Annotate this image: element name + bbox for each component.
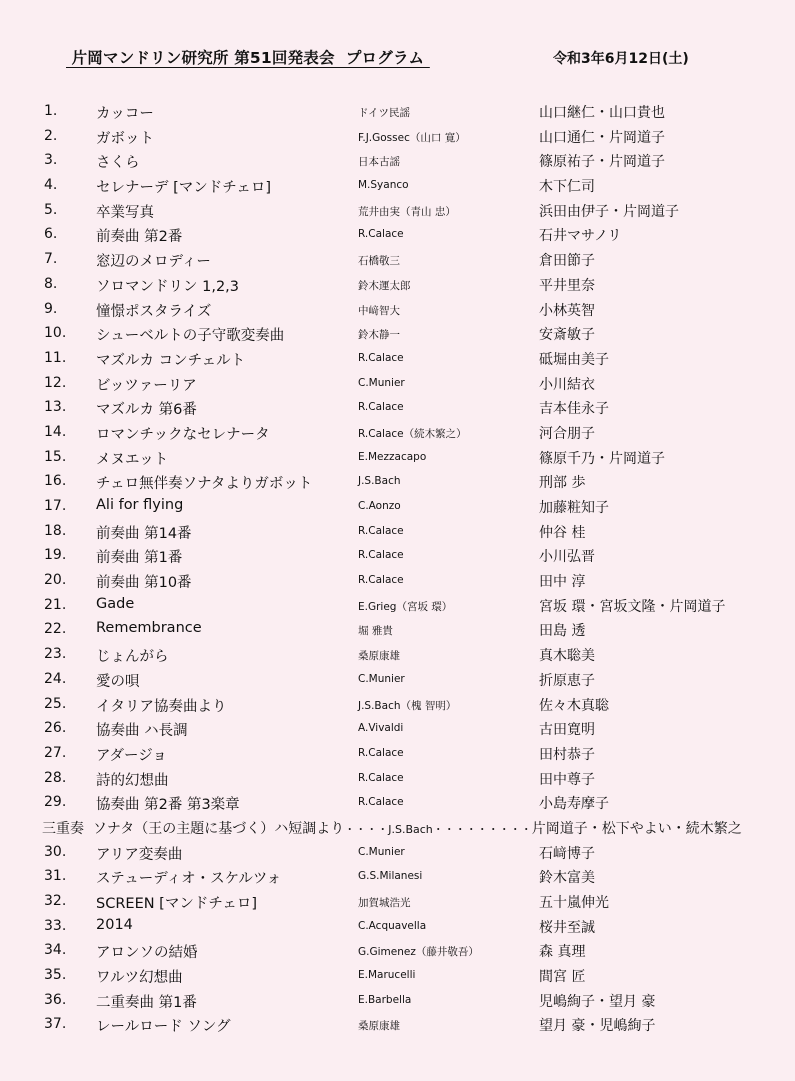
- performer-names: 吉本佳永子: [539, 401, 609, 418]
- piece-title: Gade: [96, 595, 135, 612]
- composer-name: R.Calace: [358, 228, 404, 241]
- composer-name: J.S.Bach: [358, 475, 401, 488]
- program-row: [0, 939, 795, 964]
- piece-title: 前奏曲 第10番: [96, 575, 192, 592]
- composer-name: G.Gimenez（藤井敬吾）: [358, 946, 479, 959]
- composer-name: 桑原康雄: [358, 650, 400, 663]
- program-number: 36.: [44, 991, 67, 1008]
- performer-names: 浜田由伊子・片岡道子: [539, 203, 679, 220]
- composer-name: R.Calace（続木繁之）: [358, 427, 467, 440]
- composer-name: R.Calace: [358, 351, 404, 364]
- program-number: 22.: [44, 621, 67, 638]
- piece-title: 二重奏曲 第1番: [96, 994, 197, 1011]
- program-number: 33.: [44, 917, 67, 934]
- program-row: [0, 495, 795, 520]
- program-number: 3.: [44, 152, 58, 169]
- program-row: [0, 544, 795, 569]
- composer-name: R.Calace: [358, 574, 404, 587]
- composer-name: 鈴木運太郎: [358, 279, 411, 292]
- piece-title: じょんがら: [96, 649, 169, 666]
- program-number: 11.: [44, 349, 67, 366]
- program-number: 30.: [44, 843, 67, 860]
- piece-title: Remembrance: [96, 620, 202, 637]
- performer-names: 鈴木富美: [539, 870, 595, 887]
- composer-name: R.Calace: [358, 524, 404, 537]
- composer-name: 石橋敬三: [358, 255, 400, 268]
- program-number: 13.: [44, 399, 67, 416]
- composer-name: C.Munier: [358, 376, 405, 389]
- piece-title: 2014: [96, 916, 133, 933]
- performer-names: 刑部 歩: [539, 475, 586, 492]
- program-row: [0, 223, 795, 248]
- composer-name: ドイツ民謡: [358, 107, 410, 119]
- program-number: 34.: [44, 942, 67, 959]
- piece-title: アリア変奏曲: [96, 846, 183, 863]
- piece-title: 憧憬ポスタライズ: [96, 303, 212, 320]
- piece-title: マズルカ 第6番: [96, 402, 197, 419]
- program-row: [0, 470, 795, 495]
- trio-dots-2: ・・・・・・・・・: [432, 822, 532, 836]
- performer-names: 田村恭子: [539, 746, 595, 763]
- piece-title: メヌエット: [96, 451, 169, 468]
- composer-name: E.Barbella: [358, 993, 412, 1006]
- composer-name: R.Calace: [358, 746, 404, 759]
- piece-title: シューベルトの子守歌変奏曲: [96, 328, 285, 345]
- performer-names: 田中 淳: [539, 574, 586, 591]
- piece-title: セレナーデ [マンドチェロ]: [96, 180, 271, 197]
- performer-names: 砥堀由美子: [539, 351, 609, 368]
- program-list-part1: [0, 100, 795, 816]
- piece-title: ガボット: [96, 130, 154, 147]
- composer-name: J.S.Bach（槐 智明）: [358, 699, 457, 712]
- composer-name: 堀 雅貴: [358, 625, 393, 638]
- program-row: [0, 618, 795, 643]
- program-number: 14.: [44, 423, 67, 440]
- event-date: 令和3年6月12日(土): [553, 51, 689, 67]
- performer-names: 田中尊子: [539, 771, 595, 788]
- program-number: 31.: [44, 868, 67, 885]
- program-row: [0, 890, 795, 915]
- composer-name: 加賀城浩光: [358, 897, 411, 909]
- program-number: 5.: [44, 201, 58, 218]
- performer-names: 児嶋絢子・望月 豪: [539, 993, 656, 1010]
- program-number: 21.: [44, 596, 67, 613]
- piece-title: 前奏曲 第1番: [96, 550, 183, 567]
- program-header: [66, 46, 766, 70]
- program-row: [0, 446, 795, 471]
- trio-line: [42, 818, 742, 838]
- composer-name: A.Vivaldi: [358, 722, 404, 735]
- trio-label: 三重奏: [42, 820, 84, 837]
- composer-name: 中﨑智大: [358, 304, 400, 317]
- program-row: [0, 248, 795, 273]
- program-row: [0, 199, 795, 224]
- program-list: [0, 100, 795, 1038]
- program-row: [0, 149, 795, 174]
- piece-title: カッコー: [96, 106, 154, 122]
- trio-performer: 片岡道子・松下やよい・続木繁之: [531, 820, 742, 837]
- program-number: 29.: [44, 794, 67, 811]
- performer-names: 森 真理: [539, 944, 586, 961]
- program-number: 19.: [44, 547, 67, 564]
- performer-names: 五十嵐伸光: [539, 895, 609, 911]
- piece-title: ステューディオ・スケルツォ: [96, 871, 282, 888]
- piece-title: さくら: [96, 155, 140, 172]
- program-number: 32.: [44, 893, 67, 909]
- trio-dots-1: ・・・・: [344, 822, 389, 836]
- piece-title: イタリア協奏曲より: [96, 698, 227, 715]
- piece-title: ソロマンドリン 1,2,3: [96, 278, 240, 295]
- performer-names: 望月 豪・児嶋絢子: [539, 1018, 656, 1035]
- performer-names: 山口通仁・片岡道子: [539, 129, 665, 146]
- performer-names: 小川結衣: [539, 376, 595, 393]
- program-row: [0, 668, 795, 693]
- composer-name: E.Mezzacapo: [358, 450, 427, 463]
- program-row: [0, 594, 795, 619]
- performer-names: 間宮 匠: [539, 969, 586, 986]
- performer-names: 真木聡美: [539, 648, 595, 665]
- composer-name: 桑原康雄: [358, 1020, 400, 1033]
- program-list-part2: [0, 841, 795, 1039]
- performer-names: 小川弘晋: [539, 549, 595, 566]
- program-row: [0, 791, 795, 816]
- performer-names: 石﨑博子: [539, 845, 595, 862]
- trio-row: [0, 816, 795, 841]
- program-number: 2.: [44, 127, 58, 144]
- program-number: 12.: [44, 374, 67, 391]
- program-row: [0, 520, 795, 545]
- performer-names: 河合朋子: [539, 425, 595, 442]
- composer-name: R.Calace: [358, 401, 404, 414]
- performer-names: 石井マサノリ: [539, 228, 622, 245]
- piece-title: 愛の唄: [96, 673, 140, 690]
- performer-names: 小島寿摩子: [539, 796, 609, 813]
- piece-title: アロンソの結婚: [96, 945, 198, 962]
- composer-name: R.Calace: [358, 771, 404, 784]
- program-number: 8.: [44, 275, 58, 292]
- program-number: 25.: [44, 695, 67, 712]
- program-row: [0, 643, 795, 668]
- piece-title: 窓辺のメロディー: [96, 254, 211, 271]
- program-row: [0, 347, 795, 372]
- program-number: 7.: [44, 251, 58, 268]
- piece-title: ビッツァーリア: [96, 377, 197, 394]
- performer-names: 桜井至誠: [539, 919, 595, 936]
- composer-name: 荒井由実（青山 忠）: [358, 205, 456, 218]
- performer-names: 篠原千乃・片岡道子: [539, 450, 665, 467]
- program-row: [0, 273, 795, 298]
- program-number: 15.: [44, 448, 67, 465]
- program-number: 37.: [44, 1016, 67, 1033]
- program-number: 4.: [44, 177, 58, 194]
- program-row: [0, 693, 795, 718]
- program-row: [0, 1013, 795, 1038]
- composer-name: R.Calace: [358, 549, 404, 562]
- program-number: 35.: [44, 967, 67, 984]
- piece-title: 前奏曲 第2番: [96, 229, 183, 246]
- program-number: 28.: [44, 769, 67, 786]
- program-number: 26.: [44, 720, 67, 737]
- performer-names: 佐々木真聡: [539, 697, 609, 714]
- trio-composer: J.S.Bach: [388, 822, 433, 836]
- program-number: 6.: [44, 226, 58, 243]
- program-row: [0, 742, 795, 767]
- program-row: [0, 964, 795, 989]
- program-number: 20.: [44, 572, 67, 589]
- program-number: 16.: [44, 473, 67, 490]
- piece-title: 協奏曲 第2番 第3楽章: [96, 797, 240, 814]
- composer-name: E.Marucelli: [358, 969, 416, 982]
- piece-title: 詩的幻想曲: [96, 772, 169, 789]
- program-row: [0, 767, 795, 792]
- piece-title: アダージョ: [96, 747, 167, 764]
- composer-name: C.Munier: [358, 672, 405, 685]
- program-row: [0, 717, 795, 742]
- composer-name: C.Munier: [358, 845, 405, 858]
- piece-title: 卒業写真: [96, 204, 154, 221]
- program-row: [0, 421, 795, 446]
- performer-names: 田島 透: [539, 623, 586, 640]
- piece-title: 前奏曲 第14番: [96, 525, 192, 542]
- program-number: 24.: [44, 670, 67, 687]
- performer-names: 折原恵子: [539, 672, 595, 689]
- piece-title: ロマンチックなセレナータ: [96, 426, 270, 443]
- program-number: 23.: [44, 646, 67, 663]
- program-row: [0, 298, 795, 323]
- composer-name: C.Acquavella: [358, 919, 427, 932]
- program-row: [0, 989, 795, 1014]
- piece-title: チェロ無伴奏ソナタよりガボット: [96, 476, 313, 493]
- composer-name: M.Syanco: [358, 179, 409, 192]
- composer-name: F.J.Gossec（山口 寛）: [358, 131, 466, 144]
- piece-title: レールロード ソング: [96, 1019, 231, 1036]
- program-row: [0, 372, 795, 397]
- trio-piece: ソナタ（王の主題に基づく）ハ短調より: [92, 820, 345, 837]
- program-row: [0, 125, 795, 150]
- piece-title: マズルカ コンチェルト: [96, 352, 246, 369]
- composer-name: C.Aonzo: [358, 500, 401, 512]
- composer-name: E.Grieg（宮坂 環）: [358, 600, 453, 613]
- program-row: [0, 569, 795, 594]
- program-number: 18.: [44, 522, 67, 539]
- composer-name: 鈴木静一: [358, 329, 400, 342]
- composer-name: 日本古謡: [358, 156, 400, 169]
- piece-title: Ali for flying: [96, 497, 184, 513]
- program-row: [0, 865, 795, 890]
- performer-names: 安斎敏子: [539, 327, 595, 344]
- performer-names: 古田寛明: [539, 722, 595, 739]
- program-number: 1.: [44, 103, 58, 119]
- program-row: [0, 396, 795, 421]
- piece-title: ワルツ幻想曲: [96, 970, 183, 987]
- program-number: 17.: [44, 498, 67, 514]
- program-row: [0, 841, 795, 866]
- performer-names: 小林英智: [539, 302, 595, 319]
- program-number: 10.: [44, 325, 67, 342]
- program-row: [0, 915, 795, 940]
- composer-name: G.S.Milanesi: [358, 870, 423, 883]
- performer-names: 宮坂 環・宮坂文隆・片岡道子: [539, 598, 726, 615]
- program-number: 27.: [44, 744, 67, 761]
- performer-names: 木下仁司: [539, 179, 595, 196]
- program-row: [0, 100, 795, 125]
- program-title: 片岡マンドリン研究所 第51回発表会 プログラム: [66, 49, 430, 67]
- program-row: [0, 174, 795, 199]
- performer-names: 山口継仁・山口貴也: [539, 105, 665, 121]
- performer-names: 篠原祐子・片岡道子: [539, 154, 665, 171]
- program-row: [0, 322, 795, 347]
- piece-title: 協奏曲 ハ長調: [96, 723, 188, 740]
- composer-name: R.Calace: [358, 796, 404, 809]
- performer-names: 倉田節子: [539, 253, 595, 270]
- piece-title: SCREEN [マンドチェロ]: [96, 896, 258, 912]
- program-number: 9.: [44, 300, 58, 317]
- performer-names: 平井里奈: [539, 277, 595, 294]
- performer-names: 加藤粧知子: [539, 500, 609, 516]
- performer-names: 仲谷 桂: [539, 524, 586, 541]
